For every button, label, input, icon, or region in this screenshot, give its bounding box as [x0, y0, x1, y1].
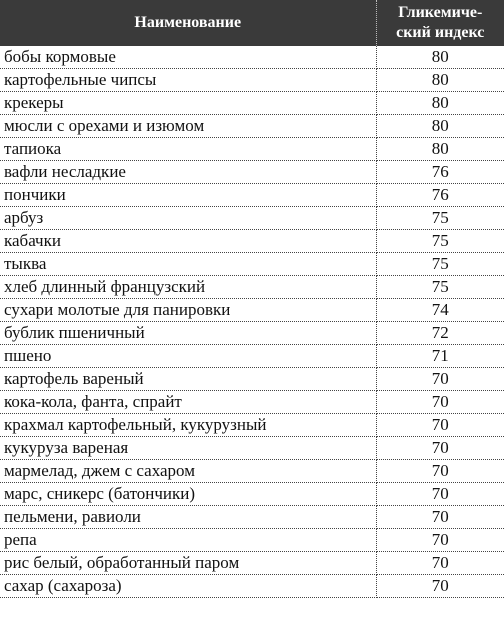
food-name-cell: тыква: [0, 253, 376, 276]
table-row: [0, 575, 504, 598]
glycemic-index-cell: 80: [376, 69, 504, 92]
table-row: [0, 299, 504, 322]
food-name-cell: рис белый, обработанный паром: [0, 552, 376, 575]
glycemic-index-cell: 70: [376, 414, 504, 437]
table-row: [0, 138, 504, 161]
glycemic-index-cell: 70: [376, 575, 504, 598]
table-row: [0, 253, 504, 276]
food-name-cell: бублик пшеничный: [0, 322, 376, 345]
glycemic-index-cell: 74: [376, 299, 504, 322]
food-name-cell: кока-кола, фанта, спрайт: [0, 391, 376, 414]
table-row: [0, 437, 504, 460]
table-body: [0, 46, 504, 598]
table-row: [0, 230, 504, 253]
glycemic-index-cell: 70: [376, 368, 504, 391]
glycemic-index-cell: 70: [376, 460, 504, 483]
food-name-cell: сахар (сахароза): [0, 575, 376, 598]
glycemic-index-cell: 72: [376, 322, 504, 345]
glycemic-index-cell: 80: [376, 138, 504, 161]
table-row: [0, 322, 504, 345]
glycemic-index-cell: 76: [376, 161, 504, 184]
food-name-cell: бобы кормовые: [0, 46, 376, 69]
table-row: [0, 529, 504, 552]
table-row: [0, 207, 504, 230]
column-header-name: Наименование: [0, 0, 376, 46]
table-row: [0, 161, 504, 184]
table-row: [0, 506, 504, 529]
glycemic-index-cell: 76: [376, 184, 504, 207]
table-row: [0, 414, 504, 437]
food-name-cell: тапиока: [0, 138, 376, 161]
glycemic-index-cell: 70: [376, 506, 504, 529]
column-header-gi-line2: ский индекс: [396, 24, 485, 41]
table-row: [0, 368, 504, 391]
table-row: [0, 46, 504, 69]
food-name-cell: крахмал картофельный, кукурузный: [0, 414, 376, 437]
glycemic-index-cell: 70: [376, 552, 504, 575]
glycemic-index-cell: 70: [376, 529, 504, 552]
column-header-gi-line1: Гликемиче-: [398, 4, 483, 21]
food-name-cell: кабачки: [0, 230, 376, 253]
food-name-cell: пельмени, равиоли: [0, 506, 376, 529]
table-row: [0, 552, 504, 575]
glycemic-index-cell: 75: [376, 253, 504, 276]
glycemic-index-cell: 75: [376, 276, 504, 299]
table-header-row: [0, 0, 504, 46]
glycemic-index-cell: 80: [376, 115, 504, 138]
food-name-cell: марс, сникерс (батончики): [0, 483, 376, 506]
glycemic-index-cell: 80: [376, 92, 504, 115]
table-row: [0, 460, 504, 483]
glycemic-index-cell: 70: [376, 437, 504, 460]
table-row: [0, 276, 504, 299]
table-row: [0, 483, 504, 506]
food-name-cell: пончики: [0, 184, 376, 207]
glycemic-index-cell: 71: [376, 345, 504, 368]
glycemic-index-cell: 70: [376, 391, 504, 414]
food-name-cell: мармелад, джем с сахаром: [0, 460, 376, 483]
food-name-cell: сухари молотые для панировки: [0, 299, 376, 322]
glycemic-index-cell: 75: [376, 230, 504, 253]
food-name-cell: пшено: [0, 345, 376, 368]
column-header-glycemic-index: [376, 0, 504, 46]
food-name-cell: арбуз: [0, 207, 376, 230]
table-row: [0, 92, 504, 115]
food-name-cell: кукуруза вареная: [0, 437, 376, 460]
food-name-cell: вафли несладкие: [0, 161, 376, 184]
food-name-cell: крекеры: [0, 92, 376, 115]
food-name-cell: хлеб длинный французский: [0, 276, 376, 299]
glycemic-index-cell: 80: [376, 46, 504, 69]
table-row: [0, 69, 504, 92]
table-row: [0, 115, 504, 138]
table-row: [0, 391, 504, 414]
glycemic-index-cell: 70: [376, 483, 504, 506]
table-row: [0, 345, 504, 368]
glycemic-index-cell: 75: [376, 207, 504, 230]
food-name-cell: картофельные чипсы: [0, 69, 376, 92]
food-name-cell: картофель вареный: [0, 368, 376, 391]
food-name-cell: мюсли с орехами и изюмом: [0, 115, 376, 138]
food-name-cell: репа: [0, 529, 376, 552]
table-row: [0, 184, 504, 207]
